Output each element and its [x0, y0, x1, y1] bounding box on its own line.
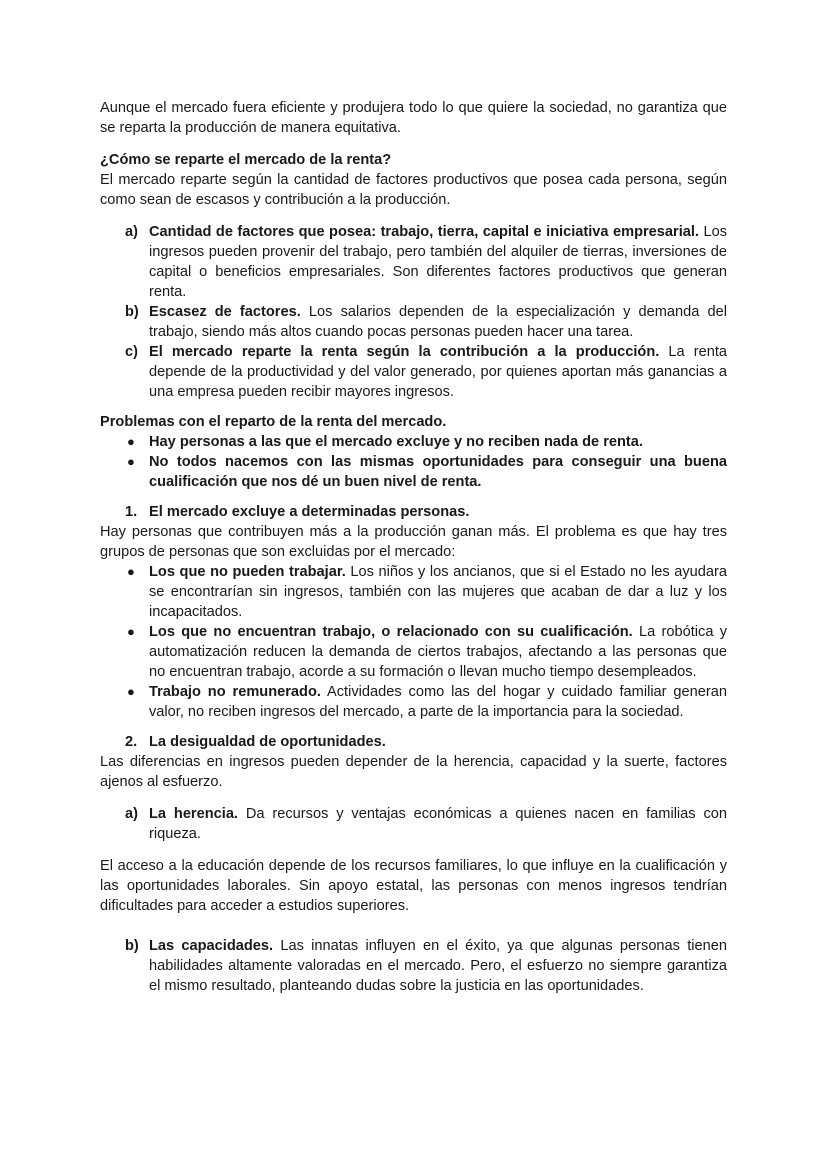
- list-marker: a): [125, 806, 138, 822]
- item-text: La robótica y automatización reducen la demanda de ciertos trabajos, afectando a las personas que no encuentran trabajo, acorde a su formación o llevan mucho tiempo desempleados.: [149, 624, 727, 680]
- list-item: [100, 622, 727, 682]
- item-text: Actividades como las del hogar y cuidado familiar generan valor, no reciben ingresos del mercado, a parte de la importancia para la sociedad.: [149, 684, 727, 720]
- education-paragraph: El acceso a la educación depende de los recursos familiares, lo que influye en la cualificación y las oportunidades laborales. Sin apoyo estatal, las personas con menos ingresos tendrían dificultades para acceder a estudios superiores.: [100, 858, 727, 914]
- item-title: Los que no pueden trabajar.: [149, 564, 346, 580]
- section-paragraph-excluye: Hay personas que contribuyen más a la producción ganan más. El problema es que hay tres grupos de personas que son excluidas por el mercado:: [100, 524, 727, 560]
- list-marker: 1.: [125, 504, 138, 520]
- item-title: El mercado excluye a determinadas personas.: [149, 504, 470, 520]
- bullet-icon: ●: [127, 564, 135, 579]
- bullet-icon: ●: [127, 434, 135, 449]
- list-item-herencia: [100, 804, 727, 844]
- list-marker: b): [125, 938, 139, 954]
- item-title: Los que no encuentran trabajo, o relacionado con su cualificación.: [149, 624, 633, 640]
- list-marker: c): [125, 344, 138, 360]
- list-item: [100, 682, 727, 722]
- list-item: [100, 302, 727, 342]
- intro-paragraph: Aunque el mercado fuera eficiente y produjera todo lo que quiere la sociedad, no garantiza que se reparta la producción de manera equitativa.: [100, 100, 727, 136]
- item-text: Da recursos y ventajas económicas a quienes nacen en familias con riqueza.: [149, 806, 727, 842]
- item-title: La herencia.: [149, 806, 238, 822]
- excluded-groups-list: [100, 562, 727, 722]
- list-item: [100, 222, 727, 302]
- item-title: No todos nacemos con las mismas oportunidades para conseguir una buena cualificación que nos dé un buen nivel de renta.: [149, 454, 727, 490]
- list-marker: 2.: [125, 734, 138, 750]
- item-title: Las capacidades.: [149, 938, 274, 954]
- section-paragraph-reparto: El mercado reparte según la cantidad de factores productivos que posea cada persona, según como sean de escasos y contribución a la producción.: [100, 172, 727, 208]
- item-title: El mercado reparte la renta según la contribución a la producción.: [149, 344, 660, 360]
- list-item: [100, 432, 727, 452]
- bullet-icon: ●: [127, 624, 135, 639]
- list-item: [100, 452, 727, 492]
- numbered-heading-desigualdad: [100, 732, 727, 752]
- factors-list: [100, 222, 727, 402]
- bullet-icon: ●: [127, 454, 135, 469]
- item-text: Los ingresos pueden provenir del trabajo, pero también del alquiler de tierras, inversiones de capital o beneficios empresariales. Son diferentes factores productivos que generan renta.: [149, 224, 727, 300]
- list-item-capacidades: [100, 936, 727, 996]
- item-title: Hay personas a las que el mercado excluye y no reciben nada de renta.: [149, 434, 643, 450]
- list-marker: a): [125, 224, 138, 240]
- item-text: Los niños y los ancianos, que si el Estado no les ayudara se encontrarían sin ingresos, también con las mujeres que acaban de dar a luz y los incapacitados.: [149, 564, 727, 620]
- item-title: Trabajo no remunerado.: [149, 684, 321, 700]
- item-title: La desigualdad de oportunidades.: [149, 734, 386, 750]
- item-text: Los salarios dependen de la especialización y demanda del trabajo, siendo más altos cuando pocas personas pueden hacer una tarea.: [149, 304, 727, 340]
- item-text: La renta depende de la productividad y del valor generado, por quienes aportan más ganancias a una empresa pueden recibir mayores ingresos.: [149, 344, 727, 400]
- list-item: [100, 342, 727, 402]
- list-item: [100, 562, 727, 622]
- section-heading-problemas: Problemas con el reparto de la renta del mercado.: [100, 414, 447, 430]
- item-title: Escasez de factores.: [149, 304, 301, 320]
- item-text: Las innatas influyen en el éxito, ya que algunas personas tienen habilidades altamente valoradas en el mercado. Pero, el esfuerzo no siempre garantiza el mismo resultado, planteando dudas sobre la justicia en las oportunidades.: [149, 938, 727, 994]
- section-paragraph-desigualdad: Las diferencias en ingresos pueden depender de la herencia, capacidad y la suerte, factores ajenos al esfuerzo.: [100, 754, 727, 790]
- section-heading-reparto: ¿Cómo se reparte el mercado de la renta?: [100, 152, 392, 168]
- problems-list: [100, 432, 727, 492]
- bullet-icon: ●: [127, 684, 135, 699]
- list-marker: b): [125, 304, 139, 320]
- item-title: Cantidad de factores que posea: trabajo, tierra, capital e iniciativa empresarial.: [149, 224, 699, 240]
- numbered-heading-excluye: [100, 502, 727, 522]
